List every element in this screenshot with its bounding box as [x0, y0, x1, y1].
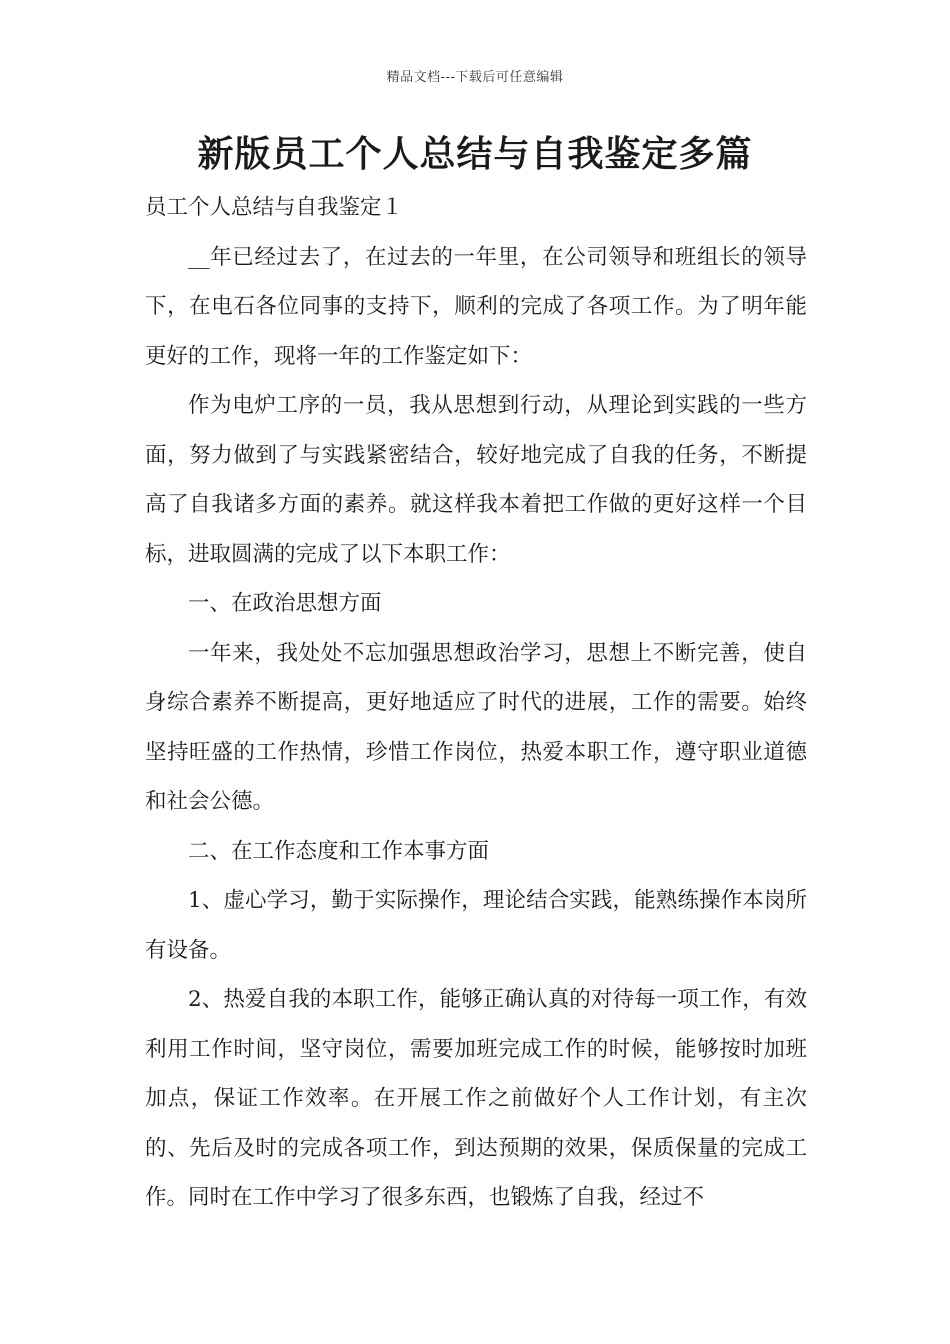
paragraph-role: 作为电炉工序的一员，我从思想到行动，从理论到实践的一些方面，努力做到了与实践紧密结合，较好地完成了自我的任务，不断提高了自我诸多方面的素养。就这样我本着把工作做的更好这样一个目标，进取圆满的完成了以下本职工作：: [145, 393, 807, 567]
paragraph-political: 一年来，我处处不忘加强思想政治学习，思想上不断完善，使自身综合素养不断提高，更好地适应了时代的进展，工作的需要。始终坚持旺盛的工作热情，珍惜工作岗位，热爱本职工作，遵守职业道德和社会公德。: [145, 640, 807, 814]
document-body: [145, 183, 807, 1223]
paragraph-point-1: 1、虚心学习，勤于实际操作，理论结合实践，能熟练操作本岗所有设备。: [145, 888, 807, 963]
section-heading: 员工个人总结与自我鉴定１: [145, 195, 404, 220]
subheading-political: 一、在政治思想方面: [188, 591, 382, 616]
document-title: 新版员工个人总结与自我鉴定多篇: [197, 134, 753, 175]
paragraph-intro: __年已经过去了，在过去的一年里，在公司领导和班组长的领导下，在电石各位同事的支持下，顺利的完成了各项工作。为了明年能更好的工作，现将一年的工作鉴定如下：: [145, 244, 807, 369]
header-note: 精品文档---下载后可任意编辑: [386, 70, 564, 85]
paragraph-point-2: 2、热爱自我的本职工作，能够正确认真的对待每一项工作，有效利用工作时间，坚守岗位，需要加班完成工作的时候，能够按时加班加点，保证工作效率。在开展工作之前做好个人工作计划，有主次的、先后及时的完成各项工作，到达预期的效果，保质保量的完成工作。同时在工作中学习了很多东西，也锻炼了自我，经过不: [145, 987, 807, 1210]
subheading-attitude: 二、在工作态度和工作本事方面: [188, 838, 490, 864]
